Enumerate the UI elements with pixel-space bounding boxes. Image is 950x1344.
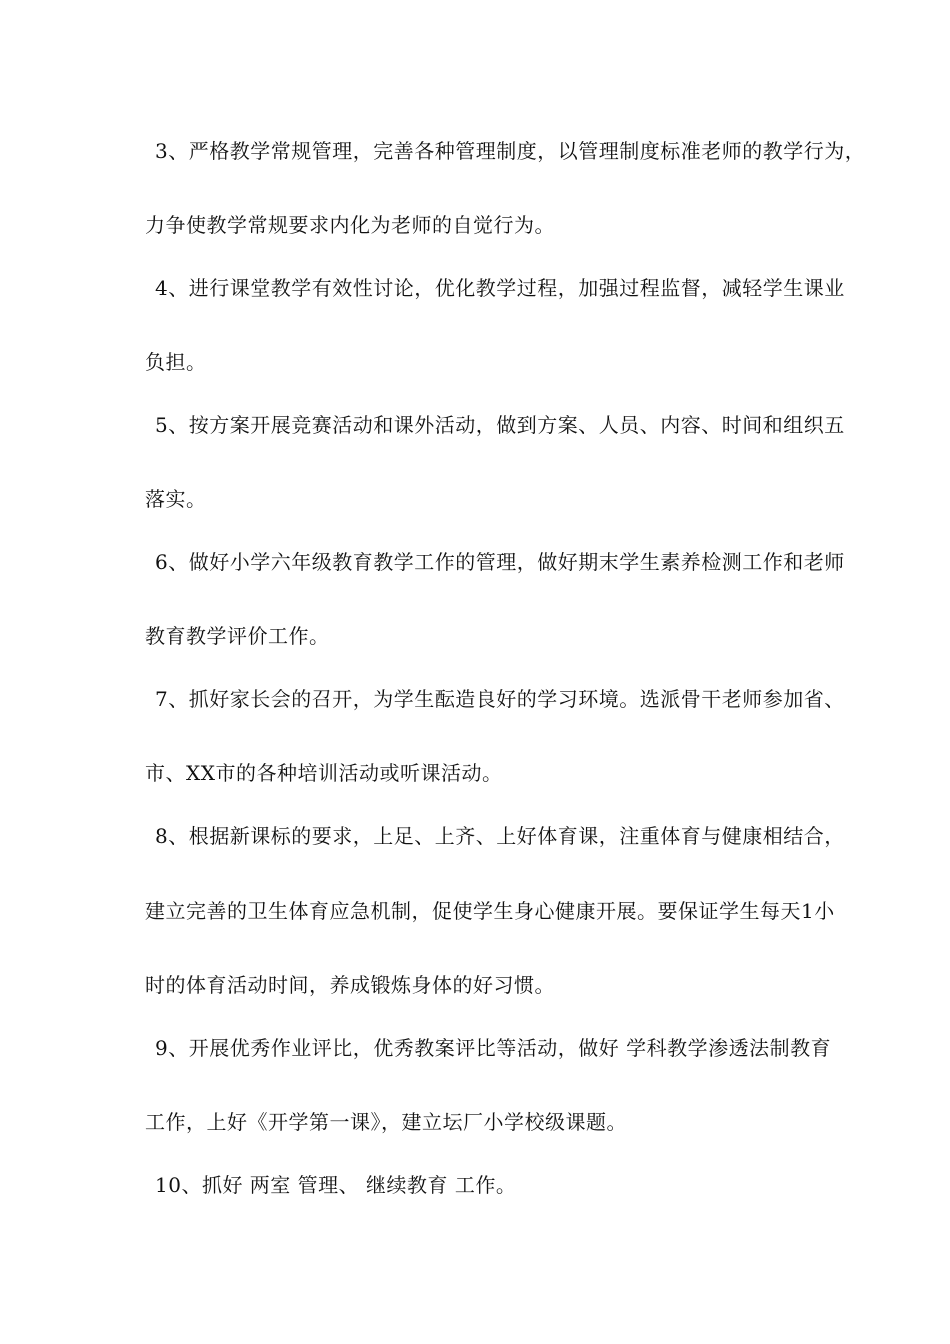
text-line-5: 5、按方案开展竞赛活动和课外活动，做到方案、人员、内容、时间和组织五 <box>155 413 845 437</box>
text-line-2: 力争使教学常规要求内化为老师的自觉行为。 <box>145 213 555 237</box>
text-line-4: 负担。 <box>145 350 207 374</box>
text-line-8: 教育教学评价工作。 <box>145 624 330 648</box>
text-line-16: 10、抓好 两室 管理、 继续教育 工作。 <box>155 1173 517 1197</box>
text-line-12: 建立完善的卫生体育应急机制，促使学生身心健康开展。要保证学生每天1小 <box>145 899 835 923</box>
text-line-7: 6、做好小学六年级教育教学工作的管理，做好期末学生素养检测工作和老师 <box>155 550 845 574</box>
text-line-6: 落实。 <box>145 487 207 511</box>
text-line-10: 市、XX市的各种培训活动或听课活动。 <box>145 761 503 785</box>
text-line-1: 3、严格教学常规管理，完善各种管理制度，以管理制度标准老师的教学行为， <box>155 139 866 163</box>
text-line-13: 时的体育活动时间，养成锻炼身体的好习惯。 <box>145 973 555 997</box>
text-line-3: 4、进行课堂教学有效性讨论，优化教学过程，加强过程监督，减轻学生课业 <box>155 276 845 300</box>
text-line-14: 9、开展优秀作业评比，优秀教案评比等活动，做好 学科教学渗透法制教育 <box>155 1036 832 1060</box>
text-line-11: 8、根据新课标的要求，上足、上齐、上好体育课，注重体育与健康相结合， <box>155 824 845 848</box>
text-line-15: 工作，上好《开学第一课》，建立坛厂小学校级课题。 <box>145 1110 627 1134</box>
text-line-9: 7、抓好家长会的召开，为学生酝造良好的学习环境。选派骨干老师参加省、 <box>155 687 845 711</box>
